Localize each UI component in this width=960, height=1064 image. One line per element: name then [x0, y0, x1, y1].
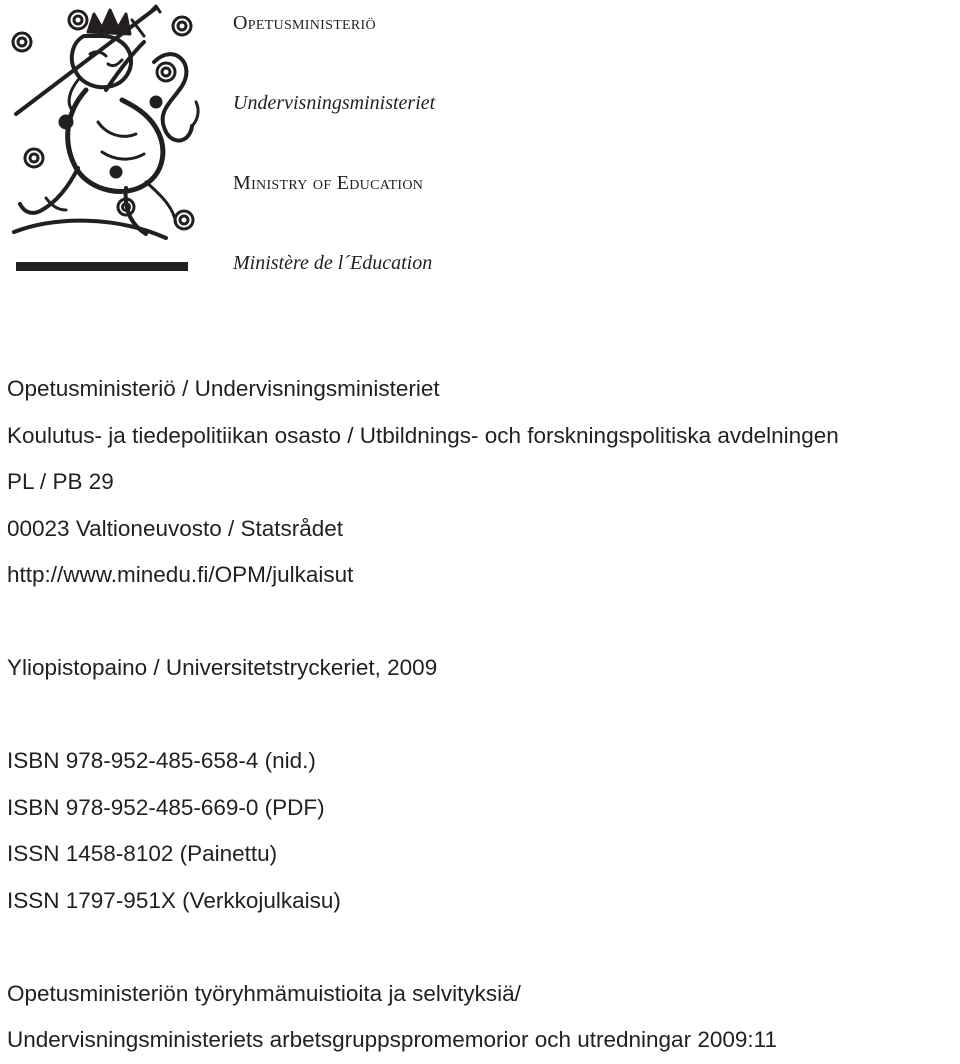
publication-info — [7, 366, 957, 1064]
publisher-postal-address: 00023 Valtioneuvosto / Statsrådet — [7, 515, 344, 541]
coat-of-arms-lion-icon — [6, 2, 202, 242]
isbn-pdf: ISBN 978-952-485-669-0 (PDF) — [7, 794, 325, 820]
ministry-name-finnish: Opetusministeriö — [233, 12, 376, 34]
isbn-print: ISBN 978-952-485-658-4 (nid.) — [7, 748, 316, 773]
publisher-po-box: PL / PB 29 — [7, 469, 114, 494]
series-title-finnish: Opetusministeriön työryhmämuistioita ja selvityksiä/ — [7, 980, 521, 1006]
series-title-swedish: Undervisningsministeriets arbetsgruppspromemorior och utredningar 2009:11 — [7, 1027, 777, 1052]
issn-print: ISSN 1458-8102 (Painettu) — [7, 841, 278, 866]
ministry-name-swedish: Undervisningsministeriet — [233, 92, 436, 114]
ministry-name-english: Ministry of Education — [233, 172, 424, 194]
publisher-name: Opetusministeriö / Undervisningsministeriet — [7, 376, 440, 401]
issn-online: ISSN 1797-951X (Verkkojulkaisu) — [7, 887, 341, 913]
crest-underline-bar — [16, 262, 188, 271]
publisher-url-link[interactable]: http://www.minedu.fi/OPM/julkaisut — [7, 562, 354, 587]
ministry-name-french: Ministère de l´Education — [233, 252, 433, 274]
publisher-department: Koulutus- ja tiedepolitiikan osasto / Utbildnings- och forskningspolitiska avdelningen — [7, 422, 839, 448]
printer-line: Yliopistopaino / Universitetstryckeriet, 2009 — [7, 655, 438, 680]
